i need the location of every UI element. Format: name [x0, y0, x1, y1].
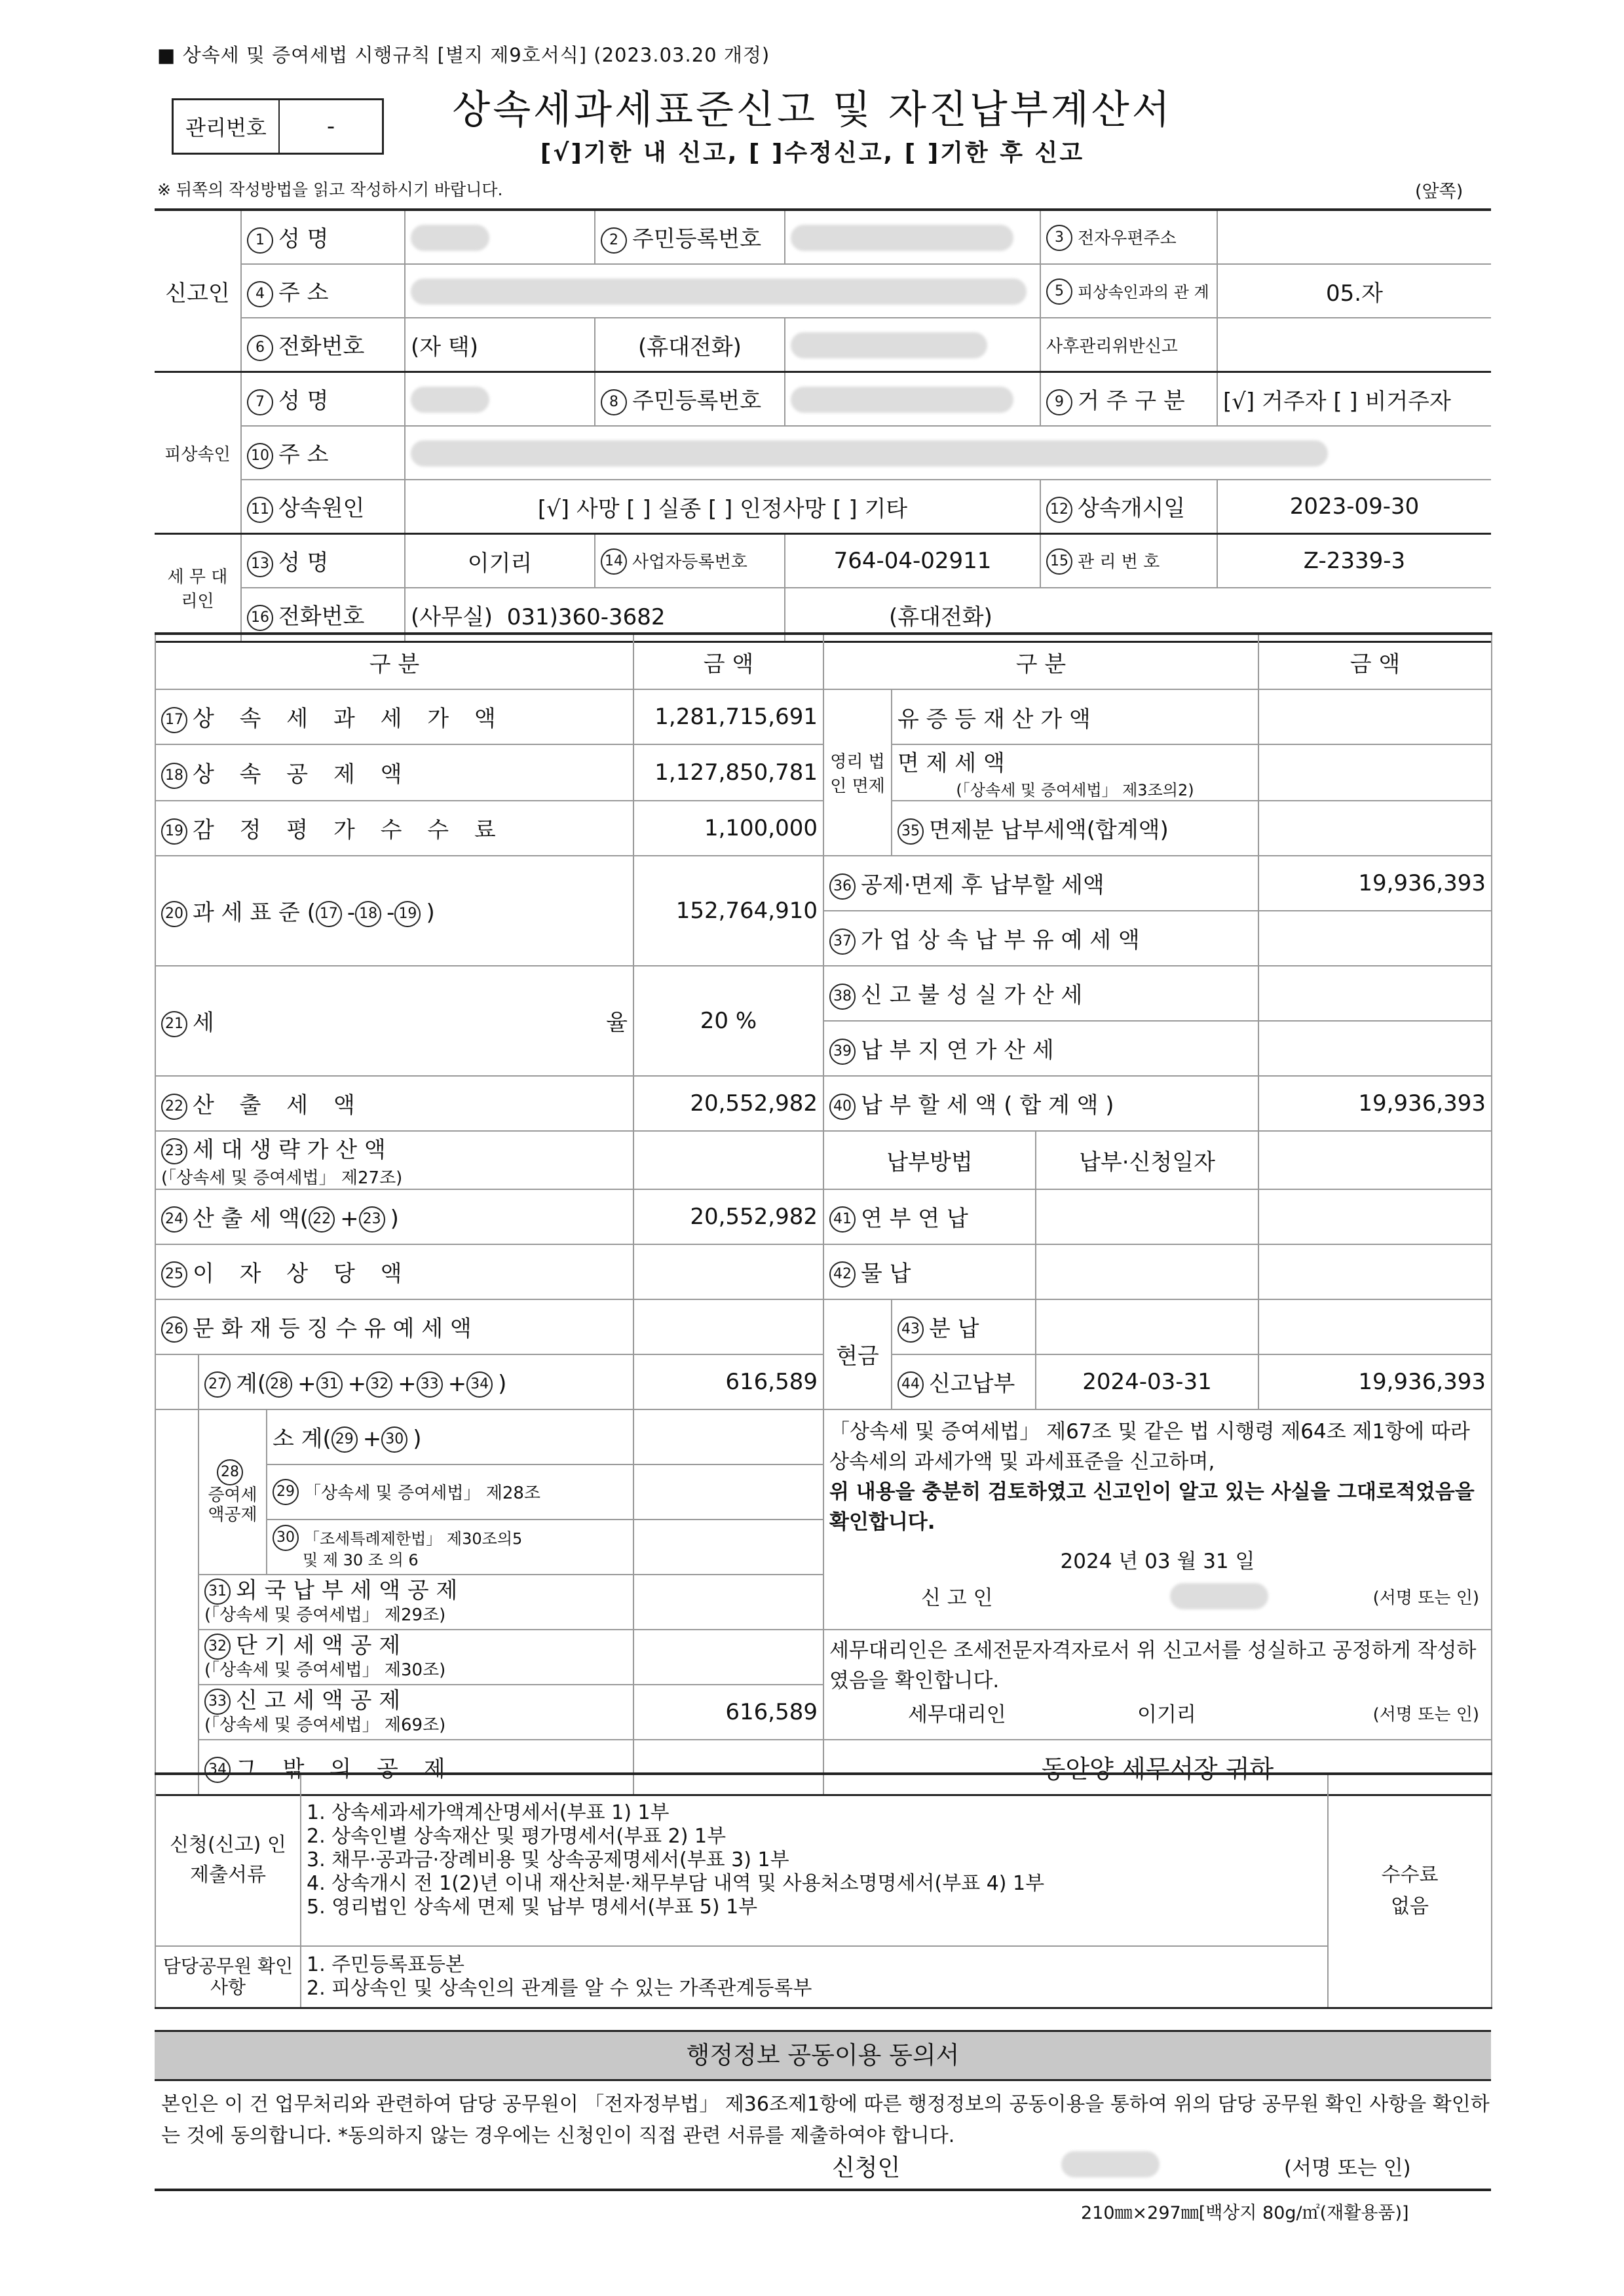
declaration-block	[823, 1409, 1492, 1630]
row-25-value[interactable]	[633, 1244, 823, 1299]
declaration-text-1: 「상속세 및 증여세법」 제67조 및 같은 법 시행령 제64조 제1항에 따라 상속세의 과세가액 및 과세표준을 신고하며,	[829, 1419, 1470, 1474]
reporter-mobile-value[interactable]	[785, 318, 1040, 372]
corp-bequest-value[interactable]	[1258, 689, 1492, 744]
row-28-value[interactable]	[633, 1409, 823, 1464]
attachments-table	[155, 1772, 1492, 2009]
pay-method-header: 납부방법	[823, 1131, 1036, 1189]
agent-sign-line: 세무대리인 이기리 (서명 또는 인)	[908, 1702, 1479, 1727]
instruction-note: ※ 뒤쪽의 작성방법을 읽고 작성하시기 바랍니다.	[157, 180, 503, 199]
form-title: 상속세과세표준신고 및 자진납부계산서	[452, 87, 1173, 133]
reporter-name-label: 1 성 명	[241, 210, 405, 264]
row-41-label: 41 연 부 연 납	[823, 1189, 1036, 1244]
row-32-value[interactable]	[633, 1630, 823, 1685]
submission-docs-list	[301, 1774, 1328, 1946]
tax-calculation-table	[155, 632, 1492, 1796]
row-37-value[interactable]	[1258, 911, 1492, 966]
reporter-email-label: 3 전자우편주소	[1040, 210, 1217, 264]
gift-tax-credit-group: 28 증여세액공제	[198, 1409, 267, 1575]
official-check-label: 담당공무원 확인사항	[155, 1946, 301, 2008]
post-management-value[interactable]	[1217, 318, 1491, 372]
row-17-value[interactable]: 1,281,715,691	[633, 689, 823, 744]
row-27-indent	[155, 1354, 198, 1409]
reporter-rrn-label: 2 주민등록번호	[595, 210, 785, 264]
row-41-value[interactable]	[1258, 1189, 1492, 1244]
row-42-value[interactable]	[1258, 1244, 1492, 1299]
row-21-value[interactable]: 20 %	[633, 966, 823, 1076]
row-30-value[interactable]	[633, 1520, 823, 1575]
list-item: 3. 채무·공과금·장례비용 및 상속공제명세서(부표 3) 1부	[307, 1848, 789, 1871]
row-38-value[interactable]	[1258, 966, 1492, 1021]
row-23-value[interactable]	[633, 1131, 823, 1189]
row-36-label: 36 공제·면제 후 납부할 세액	[823, 856, 1258, 911]
cash-group: 현금	[823, 1299, 892, 1409]
applicant-label: 신청인	[832, 2154, 901, 2181]
row-29-value[interactable]	[633, 1464, 823, 1520]
reporter-group-label: 신고인	[155, 210, 241, 372]
pay-date-header: 납부·신청일자	[1036, 1131, 1258, 1189]
row-44-value[interactable]: 19,936,393	[1258, 1354, 1492, 1409]
row-27-label: 27 계( 28 + 31 + 32 + 33 + 34 )	[198, 1354, 633, 1409]
reporter-address-label: 4 주 소	[241, 264, 405, 318]
list-item: 1. 상속세과세가액계산명세서(부표 1) 1부	[307, 1801, 670, 1824]
header-amount: 금 액	[633, 634, 823, 689]
row-24-label: 24 산 출 세 액( 22 + 23 )	[155, 1189, 633, 1244]
bottom-rule	[155, 2189, 1491, 2191]
management-number-label: 관리번호	[174, 100, 280, 153]
fee-label: 수수료	[1381, 1864, 1439, 1886]
row-29-label: 29 「상속세 및 증여세법」 제28조	[267, 1464, 633, 1520]
consent-text: 본인은 이 건 업무처리와 관련하여 담당 공무원이 「전자정부법」 제36조제1항에 따른 행정정보의 공동이용을 통하여 위의 담당 공무원 확인 사항을 확인하는 것에 동의합니다. *동의하지 않는 경우에는 신청인이 직접 관련 서류를 제출하여야 합니다.	[161, 2093, 1490, 2147]
row-34-label: 34 그 밖 의 공 제	[198, 1740, 633, 1795]
row-23-label: 23 세 대 생 략 가 산 액 (「상속세 및 증여세법」 제27조)	[155, 1131, 633, 1189]
decedent-cause-label: 11 상속원인	[241, 480, 405, 534]
submission-docs-label: 신청(신고) 인 제출서류	[155, 1774, 301, 1946]
agent-bizno-value[interactable]: 764-04-02911	[785, 534, 1040, 588]
post-management-label: 사후관리위반신고	[1040, 318, 1217, 372]
official-check-list	[301, 1946, 1328, 2008]
management-number-box	[172, 98, 384, 155]
row-33-value[interactable]: 616,589	[633, 1685, 823, 1740]
reporter-sign-line: 신 고 인 (서명 또는 인)	[829, 1583, 1486, 1613]
row-17-label: 17 상 속 세 과 세 가 액	[155, 689, 633, 744]
row-22-value[interactable]: 20,552,982	[633, 1076, 823, 1131]
applicant-signature[interactable]	[1061, 2151, 1160, 2177]
row-28-label: 소 계( 29 + 30 )	[267, 1409, 633, 1464]
row-26-value[interactable]	[633, 1299, 823, 1354]
agent-mgmt-value[interactable]: Z-2339-3	[1217, 534, 1491, 588]
row-40-label: 40 납 부 할 세 액 ( 합 계 액 )	[823, 1076, 1258, 1131]
row-19-value[interactable]: 1,100,000	[633, 801, 823, 856]
decedent-cause-value[interactable]: [√] 사망 [ ] 실종 [ ] 인정사망 [ ] 기타	[405, 480, 1040, 534]
row-31-value[interactable]	[633, 1575, 823, 1630]
corp-exempt-value[interactable]	[1258, 744, 1492, 801]
tax-office-addressee: 동안양 세무서장 귀하	[823, 1740, 1492, 1795]
header-category: 구 분	[155, 634, 633, 689]
row-20-value[interactable]: 152,764,910	[633, 856, 823, 966]
header-category-right: 구 분	[823, 634, 1258, 689]
row-33-label: 33 신 고 세 액 공 제 (「상속세 및 증여세법」 제69조)	[198, 1685, 633, 1740]
list-item: 2. 상속인별 상속재산 및 평가명세서(부표 2) 1부	[307, 1825, 727, 1848]
decedent-group-label: 피상속인	[155, 372, 241, 534]
agent-bizno-label: 14 사업자등록번호	[595, 534, 785, 588]
list-item: 4. 상속개시 전 1(2)년 이내 재산처분·채무부담 내역 및 사용처소명명세서(부표 4) 1부	[307, 1872, 1045, 1895]
row-42-date[interactable]	[1036, 1244, 1258, 1299]
decedent-residence-value[interactable]: [√] 거주자 [ ] 비거주자	[1217, 372, 1491, 427]
row-38-label: 38 신 고 불 성 실 가 산 세	[823, 966, 1258, 1021]
row-43-value[interactable]	[1258, 1299, 1492, 1354]
reporter-phone-label: 6 전화번호	[241, 318, 405, 372]
row-35-value[interactable]	[1258, 801, 1492, 856]
agent-declaration-block	[823, 1630, 1492, 1740]
row-37-label: 37 가 업 상 속 납 부 유 예 세 액	[823, 911, 1258, 966]
row-24-value[interactable]: 20,552,982	[633, 1189, 823, 1244]
row-35-label: 35 면제분 납부세액(합계액)	[892, 801, 1258, 856]
agent-mgmt-label: 15 관 리 번 호	[1040, 534, 1217, 588]
row-21-label: 21 세 율	[155, 966, 633, 1076]
reporter-email-value[interactable]	[1217, 210, 1491, 264]
fee-value: 없음	[1391, 1895, 1429, 1918]
reporter-home-phone[interactable]: (자 택)	[405, 318, 595, 372]
decedent-address-value[interactable]	[405, 426, 1491, 480]
decedent-date-value[interactable]: 2023-09-30	[1217, 480, 1491, 534]
row-42-label: 42 물 납	[823, 1244, 1036, 1299]
reporter-relation-value[interactable]: 05.자	[1217, 264, 1491, 318]
deduction-indent	[155, 1409, 198, 1795]
reporter-mobile-label: (휴대전화)	[595, 318, 785, 372]
list-item: 5. 영리법인 상속세 면제 및 납부 명세서(부표 5) 1부	[307, 1896, 758, 1919]
party-info-table	[155, 208, 1491, 643]
agent-name-value[interactable]: 이기리	[405, 534, 595, 588]
row-20-label: 20 과 세 표 준 ( 17 - 18 - 19 )	[155, 856, 633, 966]
row-22-label: 22 산 출 세 액	[155, 1076, 633, 1131]
row-19-label: 19 감 정 평 가 수 수 료	[155, 801, 633, 856]
row-30-label: 30 「조세특례제한법」 제30조의5 및 제 30 조 의 6	[267, 1520, 633, 1575]
declaration-date: 2024 년 03 월 31 일	[1060, 1549, 1255, 1573]
decedent-name-label: 7 성 명	[241, 372, 405, 427]
corp-bequest-label: 유 증 등 재 산 가 액	[892, 689, 1258, 744]
row-27-value[interactable]: 616,589	[633, 1354, 823, 1409]
declaration-text-2: 위 내용을 충분히 검토하였고 신고인이 알고 있는 사실을 그대로적었음을 확인합니다.	[829, 1480, 1475, 1534]
row-26-label: 26 문 화 재 등 징 수 유 예 세 액	[155, 1299, 633, 1354]
form-subtitle: [√]기한 내 신고, [ ]수정신고, [ ]기한 후 신고	[540, 140, 1085, 166]
reporter-relation-label: 5 피상속인과의 관 계	[1040, 264, 1217, 318]
applicant-sign-note: (서명 또는 인)	[1284, 2156, 1411, 2180]
row-18-value[interactable]: 1,127,850,781	[633, 744, 823, 801]
list-item: 2. 피상속인 및 상속인의 관계를 알 수 있는 가족관계등록부	[307, 1977, 812, 2000]
page-side: (앞쪽)	[1415, 182, 1463, 202]
row-40-value[interactable]: 19,936,393	[1258, 1076, 1492, 1131]
decedent-date-label: 12 상속개시일	[1040, 480, 1217, 534]
consent-title: 행정정보 공동이용 동의서	[155, 2030, 1491, 2081]
row-25-label: 25 이 자 상 당 액	[155, 1244, 633, 1299]
agent-declaration-text: 세무대리인은 조세전문자격자로서 위 신고서를 성실하고 공정하게 작성하였음을 확인합니다.	[829, 1638, 1477, 1693]
row-41-date[interactable]	[1036, 1189, 1258, 1244]
reporter-name-value[interactable]	[405, 210, 595, 264]
row-43-date[interactable]	[1036, 1299, 1258, 1354]
decedent-name-value[interactable]	[405, 372, 595, 427]
agent-group-label: 세 무 대리인	[155, 534, 241, 642]
row-31-label: 31 외 국 납 부 세 액 공 제 (「상속세 및 증여세법」 제29조)	[198, 1575, 633, 1630]
decedent-rrn-value[interactable]	[785, 372, 1040, 427]
fee-cell	[1328, 1774, 1492, 2008]
management-number-value: -	[326, 113, 335, 140]
agent-office-phone[interactable]: (사무실) 031)360-3682	[405, 588, 785, 642]
decedent-residence-label: 9 거 주 구 분	[1040, 372, 1217, 427]
row-44-date[interactable]: 2024-03-31	[1036, 1354, 1258, 1409]
list-item: 1. 주민등록표등본	[307, 1953, 465, 1976]
row-43-label: 43 분 납	[892, 1299, 1036, 1354]
paper-spec: 210㎜×297㎜[백상지 80g/㎡(재활용품)]	[1081, 2203, 1409, 2223]
agent-name-label: 13 성 명	[241, 534, 405, 588]
row-36-value[interactable]: 19,936,393	[1258, 856, 1492, 911]
header-amount-right: 금 액	[1258, 634, 1492, 689]
row-39-label: 39 납 부 지 연 가 산 세	[823, 1021, 1258, 1076]
agent-phone-label: 16 전화번호	[241, 588, 405, 642]
agent-mobile-label[interactable]: (휴대전화)	[785, 588, 1491, 642]
row-18-label: 18 상 속 공 제 액	[155, 744, 633, 801]
row-32-label: 32 단 기 세 액 공 제 (「상속세 및 증여세법」 제30조)	[198, 1630, 633, 1685]
row-44-label: 44 신고납부	[892, 1354, 1036, 1409]
pay-blank-header	[1258, 1131, 1492, 1189]
reporter-rrn-value[interactable]	[785, 210, 1040, 264]
decedent-address-label: 10 주 소	[241, 426, 405, 480]
reporter-address-value[interactable]	[405, 264, 1040, 318]
corp-exempt-label: 면 제 세 액 (「상속세 및 증여세법」 제3조의2)	[892, 744, 1258, 801]
corp-exempt-group: 영리 법인 면제	[823, 689, 892, 856]
row-39-value[interactable]	[1258, 1021, 1492, 1076]
decedent-rrn-label: 8 주민등록번호	[595, 372, 785, 427]
form-reference: ■ 상속세 및 증여세법 시행규칙 [별지 제9호서식] (2023.03.20 개정)	[157, 44, 770, 66]
